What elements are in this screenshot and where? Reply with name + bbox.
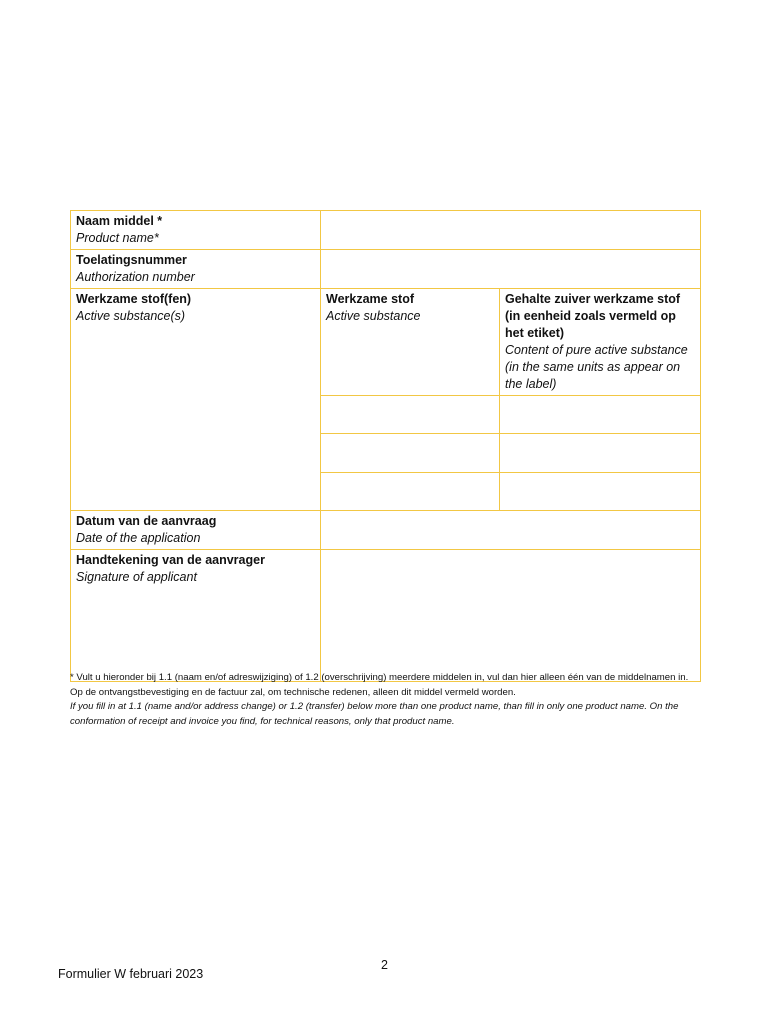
substance-field[interactable] bbox=[321, 434, 500, 473]
footnote bbox=[70, 671, 700, 729]
footnote-en: If you fill in at 1.1 (name and/or address change) or 1.2 (transfer) below more than one product name, than fill in only one product name. On the conformation of receipt and invoice you find, for technical reasons, only that product name. bbox=[70, 701, 679, 727]
application-date-label-en: Date of the application bbox=[76, 531, 201, 545]
authorization-label bbox=[71, 250, 321, 289]
substance-column-header-nl: Werkzame stof bbox=[326, 292, 414, 306]
substance-column-header bbox=[321, 289, 500, 396]
signature-label bbox=[71, 550, 321, 682]
signature-row bbox=[71, 550, 701, 682]
active-substances-label bbox=[71, 289, 321, 511]
content-field[interactable] bbox=[500, 434, 701, 473]
application-form-table bbox=[70, 210, 701, 682]
product-name-label-nl: Naam middel * bbox=[76, 214, 163, 228]
product-name-row bbox=[71, 211, 701, 250]
signature-label-nl: Handtekening van de aanvrager bbox=[76, 553, 265, 567]
substance-field[interactable] bbox=[321, 473, 500, 511]
signature-field[interactable] bbox=[321, 550, 701, 682]
product-name-label-en: Product name* bbox=[76, 231, 159, 245]
active-substances-label-nl: Werkzame stof(fen) bbox=[76, 292, 192, 306]
application-date-row bbox=[71, 511, 701, 550]
authorization-number-field[interactable] bbox=[321, 250, 701, 289]
active-substance-header-row bbox=[71, 289, 701, 396]
active-substances-label-en: Active substance(s) bbox=[76, 309, 186, 323]
content-column-header bbox=[500, 289, 701, 396]
page-number: 2 bbox=[381, 958, 388, 972]
content-field[interactable] bbox=[500, 473, 701, 511]
content-column-header-nl: Gehalte zuiver werkzame stof (in eenheid zoals vermeld op het etiket) bbox=[505, 292, 681, 340]
content-field[interactable] bbox=[500, 396, 701, 434]
form-version-footer: Formulier W februari 2023 bbox=[58, 967, 204, 981]
authorization-row bbox=[71, 250, 701, 289]
substance-column-header-en: Active substance bbox=[326, 309, 421, 323]
application-date-field[interactable] bbox=[321, 511, 701, 550]
substance-field[interactable] bbox=[321, 396, 500, 434]
authorization-label-en: Authorization number bbox=[76, 270, 195, 284]
application-date-label bbox=[71, 511, 321, 550]
content-column-header-en: Content of pure active substance (in the same units as appear on the label) bbox=[505, 343, 688, 391]
signature-label-en: Signature of applicant bbox=[76, 570, 197, 584]
product-name-field[interactable] bbox=[321, 211, 701, 250]
footnote-nl: * Vult u hieronder bij 1.1 (naam en/of adreswijziging) of 1.2 (overschrijving) meerdere middelen in, vul dan hier alleen één van de middelnamen in. Op de ontvangstbevestiging en de factuur zal, om technische redenen, alleen dit middel vermeld worden. bbox=[70, 672, 689, 698]
application-date-label-nl: Datum van de aanvraag bbox=[76, 514, 217, 528]
authorization-label-nl: Toelatingsnummer bbox=[76, 253, 187, 267]
product-name-label bbox=[71, 211, 321, 250]
